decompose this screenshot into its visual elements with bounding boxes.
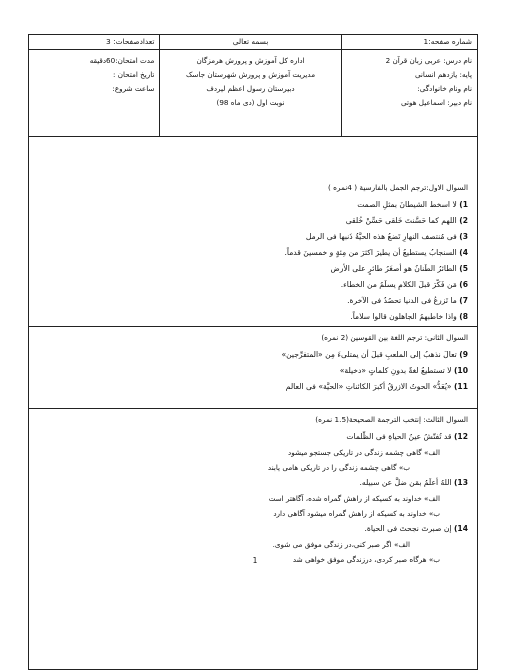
question-item: 4) السنجابُ یستطیعُ أن یطیرَ اکثرَ من مِئةٍ و خمسینَ قدماً. <box>284 248 468 257</box>
exam-header <box>28 34 478 137</box>
start-time: ساعت شروع: <box>112 84 155 93</box>
section-title: السوال الاول:ترجم الجمل بالفارسیة ( 4نمره ) <box>328 183 468 192</box>
district-name: مدیریت آموزش و پرورش شهرستان جاسک <box>185 70 316 79</box>
exam-term: نوبت اول (دی ماه 98) <box>216 98 285 107</box>
page-count-label: تعدادصفحات: 3 <box>29 35 159 50</box>
question-item: 10) لا تستطیعُ لغةٌ بدونِ کلماتٍ «دخیلة» <box>339 366 468 375</box>
page-number-label: شماره صفحه:1 <box>342 35 477 50</box>
answer-option: ب» خداوند به کسیکه از راهش گمراه میشود آگاهی دارد <box>273 509 440 518</box>
header-exam-info <box>29 35 159 136</box>
question-section-3 <box>29 409 477 669</box>
answer-option: ب» هرگاه صبر کردی، درزندگی موفق خواهی شد <box>292 555 440 564</box>
exam-duration: مدت امتحان:60دقیقه <box>89 56 155 65</box>
question-item: 1) لا اسخط الشیطانَ بمثلِ الصمت <box>357 200 468 209</box>
question-item: 13) اللهُ أعلَمُ بمَن ضلَّ عن سبیله. <box>359 478 468 487</box>
question-item: 12) قد تُفتّشُ عینُ الحیاةِ فی الظّلمات <box>346 432 468 441</box>
question-section-1 <box>29 177 477 327</box>
question-item: 9) تعالَ نذهبُ إلی الملعبِ قبلَ أن یمتلیءَ مِن «المتفرِّجین» <box>281 350 468 359</box>
teacher-name: نام دبیر: اسماعیل هوتی <box>400 98 472 107</box>
section-title: السوال الثانی: ترجم اللغة بین القوسین (2 نمره) <box>321 333 468 342</box>
grade-level: پایه: یازدهم انسانی <box>414 70 472 79</box>
section-title: السوال الثالث: إنتخب الترجمة الصحیحة(1.5 نمره) <box>315 415 468 424</box>
question-item: 8) واذا خاطبهمُ الجاهلون قالوا سلاماً. <box>350 312 468 321</box>
page-footer-number: 1 <box>252 556 258 565</box>
question-item: 5) الطائرُ الطَنانُ هو أصغَرُ طائرٍ علی الأرض <box>330 264 468 273</box>
header-spacer <box>29 137 477 177</box>
question-item: 3) فی مُنتصف النهارِ تَضعُ هذه الحیَّةُ ذَنبها فی الرمل <box>305 232 468 241</box>
answer-option: الف» اگر صبر کنی،در زندگی موفق می شوی. <box>272 540 410 549</box>
course-name: نام درس: عربی زبان قرآن 2 <box>385 56 472 65</box>
student-name-field: نام ونام خانوادگی: <box>417 84 472 93</box>
department-name: اداره کل آموزش و پرورش هرمزگان <box>196 56 305 65</box>
question-item: 11) «یُعَدُّ» الحوتُ الازرقُ أکبرَ الکائناتِ «الحیَّة» فی العالم <box>285 382 468 391</box>
answer-option: الف» گاهی چشمه زندگی در تاریکی جستجو میشود <box>288 448 440 457</box>
question-item: 7) ما تَزرعُ فی الدنیا تحصُدُ فی الآخرة. <box>347 296 468 305</box>
exam-body <box>28 137 478 670</box>
header-school-info <box>159 35 340 136</box>
header-basmala: بسمه تعالی <box>160 35 340 50</box>
exam-date: تاریخ امتحان : <box>113 70 155 79</box>
school-name: دبیرستان رسول اعظم لیردف <box>206 84 295 93</box>
header-student-info <box>341 35 477 136</box>
answer-option: ب» گاهی چشمه زندگی را در تاریکی هامی یابند <box>267 463 410 472</box>
question-section-2 <box>29 327 477 409</box>
answer-option: الف» خداوند به کسیکه از راهش گمراه شده، آگاهتر است <box>268 494 440 503</box>
exam-page <box>28 34 478 670</box>
question-item: 6) مَن فَکّرَ قبلَ الکلامِ یسلَمُ من الخطاء. <box>340 280 468 289</box>
question-item: 14) إن صبرتَ نجحتَ فی الحیاة. <box>364 524 468 533</box>
question-item: 2) اللهم کما حَسَّنتَ خَلقی حَسِّنْ خُلقی <box>345 216 468 225</box>
